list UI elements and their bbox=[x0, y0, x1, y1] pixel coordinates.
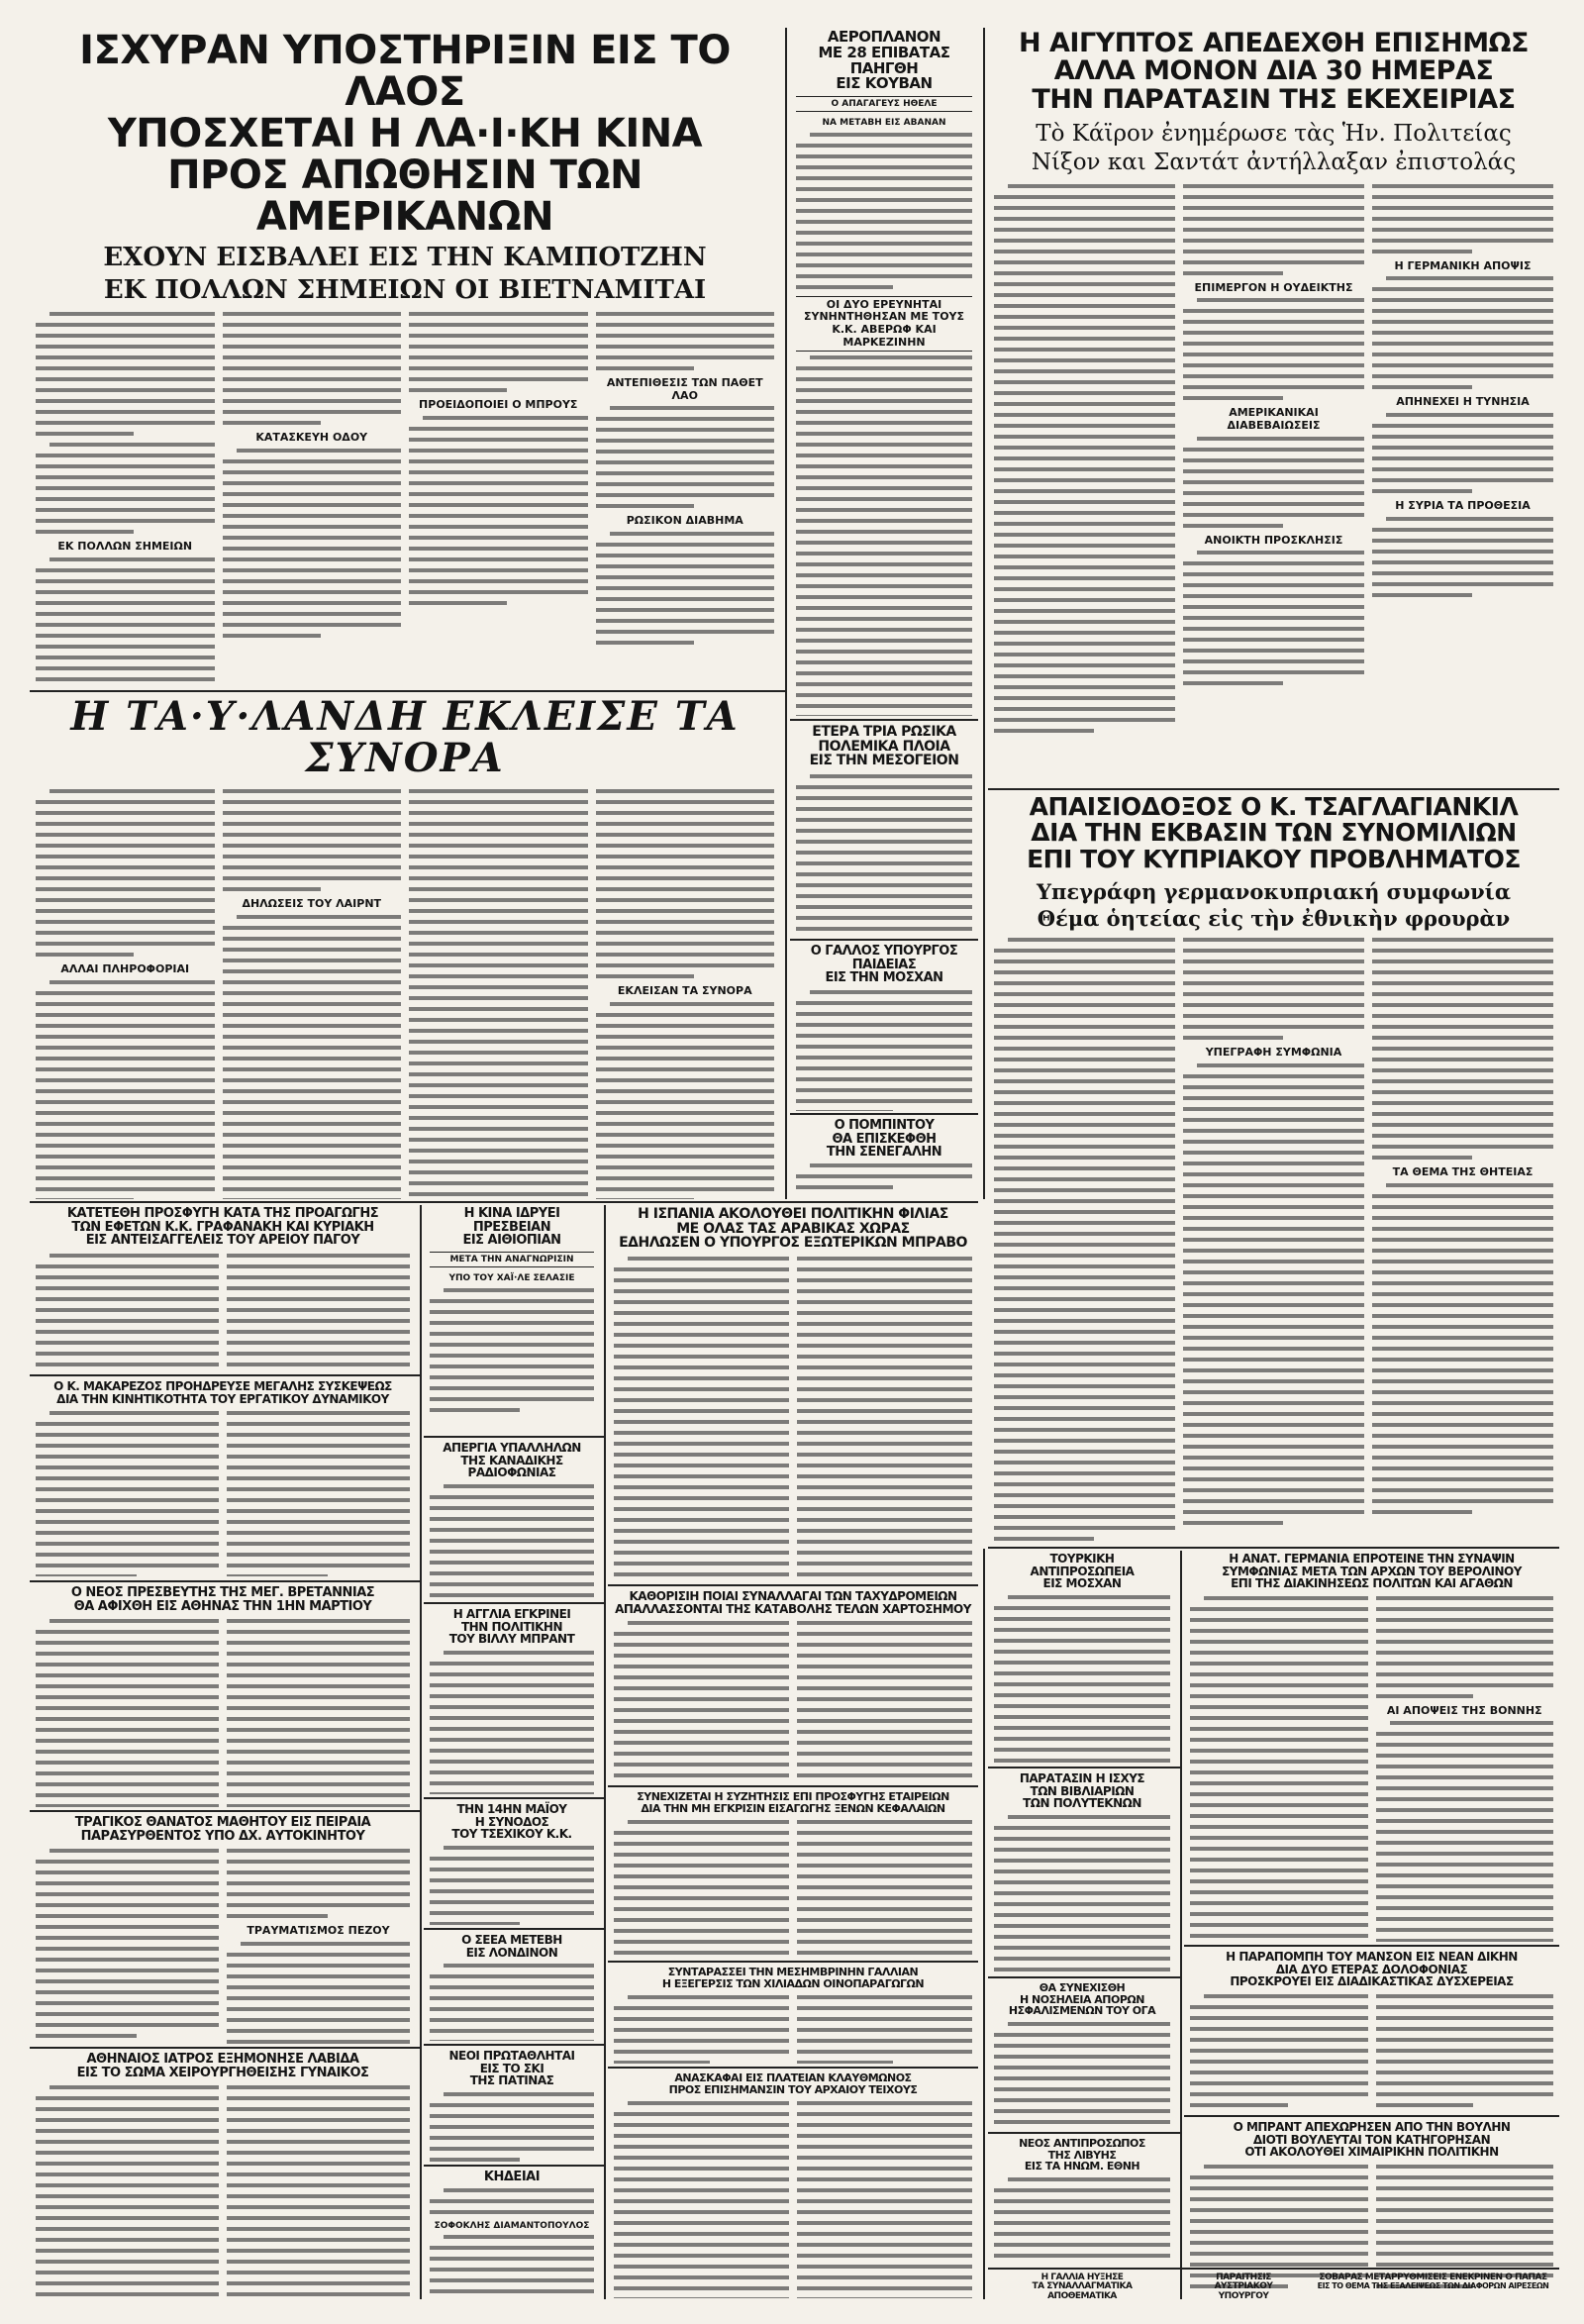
headline-line: ΠΑΗΓΘΗ bbox=[849, 58, 919, 77]
headline-line: ΑΠΑΛΛΑΣΣΟΝΤΑΙ ΤΗΣ ΚΑΤΑΒΟΛΗΣ ΤΕΛΩΝ ΧΑΡΤΟΣΗΜΟΥ bbox=[615, 1601, 971, 1616]
section-heading: ΔΗΛΩΣΕΙΣ ΤΟΥ ΛΑΙΡΝΤ bbox=[242, 897, 382, 910]
article-airplane-hijack bbox=[790, 28, 978, 716]
article-france-reserves bbox=[988, 2272, 1176, 2311]
headline-line: Η ΑΙΓΥΠΤΟΣ ΑΠΕΔΕΧΘΗ ΕΠΙΣΗΜΩΣ bbox=[1019, 28, 1529, 58]
headline-line: ΕΙΣ ΤΗΝ ΜΕΣΟΓΕΙΟΝ bbox=[809, 753, 959, 769]
headline-line: ΑΝΑΣΚΑΦΑΙ ΕΙΣ ΠΛΑΤΕΙΑΝ ΚΛΑΥΘΜΩΝΟΣ bbox=[674, 2071, 912, 2084]
headline-line: ΠΟΛΕΜΙΚΑ ΠΛΟΙΑ bbox=[818, 738, 950, 755]
section-heading: ΑΙ ΑΠΟΨΕΙΣ ΤΗΣ ΒΟΝΝΗΣ bbox=[1386, 1703, 1542, 1717]
headline-line: ΡΑΔΙΟΦΩΝΙΑΣ bbox=[467, 1465, 556, 1480]
headline-line: ΠΡΟΣ ΑΠΩΘΗΣΙΝ ΤΩΝ ΑΜΕΡΙΚΑΝΩΝ bbox=[167, 152, 643, 240]
subheadline: Νίξον και Σαντάτ ἀντήλλαξαν ἐπιστολάς bbox=[1031, 150, 1517, 176]
headline-line: ΕΙΣ ΤΟ ΣΚΙ bbox=[479, 2061, 544, 2075]
article-lead-china bbox=[30, 28, 780, 686]
headline-line: ΠΡΟΣ ΕΠΙΣΗΜΑΝΣΙΝ ΤΟΥ ΑΡΧΑΙΟΥ ΤΕΙΧΟΥΣ bbox=[668, 2082, 918, 2096]
section-heading: ΣΟΦΟΚΛΗΣ ΔΙΑΜΑΝΤΟΠΟΥΛΟΣ bbox=[434, 2220, 590, 2231]
headline-line: ΜΕ ΟΛΑΣ ΤΑΣ ΑΡΑΒΙΚΑΣ ΧΩΡΑΣ bbox=[676, 1220, 910, 1237]
kicker-bar: ΥΠΟ ΤΟΥ ΧΑΪ·ΛΕ ΣΕΛΑΣΙΕ bbox=[448, 1273, 575, 1284]
headline-line: ΑΛΛΑ ΜΟΝΟΝ ΔΙΑ 30 ΗΜΕΡΑΣ bbox=[1053, 55, 1494, 87]
section-heading: ΚΑΤΑΣΚΕΥΗ ΟΔΟΥ bbox=[255, 431, 368, 445]
headline-line: Ο ΜΠΡΑΝΤ ΑΠΕΧΩΡΗΣΕΝ ΑΠΟ ΤΗΝ ΒΟΥΛΗΝ bbox=[1233, 2120, 1511, 2134]
headline-line: ΘΑ ΑΦΙΧΘΗ ΕΙΣ ΑΘΗΝΑΣ ΤΗΝ 1ΗΝ ΜΑΡΤΙΟΥ bbox=[73, 1598, 372, 1614]
headline-line: ΤΗΝ 14ΗΝ ΜΑΪΟΥ bbox=[456, 1802, 567, 1816]
headline-line: ΤΡΑΓΙΚΟΣ ΘΑΝΑΤΟΣ ΜΑΘΗΤΟΥ ΕΙΣ ΠΕΙΡΑΙΑ bbox=[74, 1815, 371, 1830]
headline-line: ΕΙΣ ΤΗΝ ΜΟΣΧΑΝ bbox=[825, 970, 943, 986]
headline-line: ΣΟΒΑΡΑΣ ΜΕΤΑΡΡΥΘΜΙΣΕΙΣ ΕΝΕΚΡΙΝΕΝ Ο ΠΑΠΑΣ bbox=[1319, 2273, 1547, 2282]
article-makarezos-meeting bbox=[30, 1378, 416, 1576]
headline-line: Ο ΣΕΕΑ ΜΕΤΕΒΗ bbox=[461, 1933, 562, 1947]
headline-line: ΘΑ ΕΠΙΣΚΕΦΘΗ bbox=[832, 1131, 937, 1147]
headline-line: ΔΙΑ ΤΗΝ ΜΗ ΕΓΚΡΙΣΙΝ ΕΙΣΑΓΩΓΗΣ ΞΕΝΩΝ ΚΕΦΑΛΑΙΩΝ bbox=[641, 1801, 945, 1815]
article-cyprus-talks bbox=[988, 792, 1559, 1545]
headline-line: ΠΑΡΑΣΥΡΘΕΝΤΟΣ ΥΠΟ ΔΧ. ΑΥΤΟΚΙΝΗΤΟΥ bbox=[80, 1828, 365, 1844]
headline-line: ΤΗΣ ΛΙΒΥΗΣ bbox=[1047, 2148, 1117, 2162]
headline-line: ΑΠΑΙΣΙΟΔΟΞΟΣ Ο Κ. ΤΣΑΓΛΑΓΙΑΝΚΙΛ bbox=[1029, 792, 1519, 821]
headline-line: Ο Κ. ΜΑΚΑΡΕΖΟΣ ΠΡΟΗΔΡΕΥΣΕ ΜΕΓΑΛΗΣ ΣΥΣΚΕΨΕΩΣ bbox=[53, 1379, 392, 1393]
section-heading: ΕΠΙΜΕΡΓΟΝ Η ΟΥΔΕΙΚΤΗΣ bbox=[1194, 280, 1353, 294]
headline-line: ΤΩΝ ΕΦΕΤΩΝ Κ.Κ. ΓΡΑΦΑΝΑΚΗ ΚΑΙ ΚΥΡΙΑΚΗ bbox=[71, 1219, 374, 1235]
subheadline: Θέμα ὁητείας εἰς τὴν ἐθνικὴν φρουρὰν bbox=[1037, 905, 1511, 931]
subheadline: Υπεγράφη γερμανοκυπριακή συμφωνία bbox=[1036, 878, 1511, 904]
headline-line: ΔΙΑ ΤΗΝ ΕΚΒΑΣΙΝ ΤΩΝ ΣΥΝΟΜΙΛΙΩΝ bbox=[1031, 818, 1517, 848]
section-heading: ΕΚ ΠΟΛΛΩΝ ΣΗΜΕΙΩΝ bbox=[57, 540, 193, 554]
article-east-germany-berlin bbox=[1184, 1551, 1559, 1942]
article-egypt-ceasefire bbox=[988, 28, 1559, 785]
article-czech-congress bbox=[424, 1801, 600, 1925]
subheadline: Τὸ Κάϊρον ἐνημέρωσε τὰς Ἡν. Πολιτείας bbox=[1036, 121, 1512, 148]
headline-line: ΜΕ 28 ΕΠΙΒΑΤΑΣ bbox=[818, 43, 950, 61]
headline-line: ΑΝΤΙΠΡΟΣΩΠΕΙΑ bbox=[1030, 1564, 1135, 1578]
section-heading: ΤΡΑΥΜΑΤΙΣΜΟΣ ΠΕΖΟΥ bbox=[247, 1924, 390, 1938]
kicker-bar: ΝΑ ΜΕΤΑΒΗ ΕΙΣ ΑΒΑΝΑΝ bbox=[822, 118, 946, 129]
article-large-family-booklets bbox=[988, 1770, 1176, 1973]
kicker-bar: ΜΕΤΑ ΤΗΝ ΑΝΑΓΝΩΡΙΣΙΝ bbox=[430, 1252, 594, 1267]
article-court-appeal bbox=[30, 1205, 416, 1371]
headline-line: ΔΙΑ ΔΥΟ ΕΤΕΡΑΣ ΔΟΛΟΦΟΝΙΑΣ bbox=[1275, 1962, 1468, 1976]
headline-line: ΥΠΟΣΧΕΤΑΙ Η ΛΑ·Ι·ΚΗ ΚΙΝΑ bbox=[107, 111, 703, 156]
headline-line: ΑΠΟΘΕΜΑΤΙΚΑ bbox=[1047, 2290, 1117, 2301]
section-heading: ΤΑ ΘΕΜΑ ΤΗΣ ΘΗΤΕΙΑΣ bbox=[1392, 1164, 1534, 1178]
article-pope-reforms bbox=[1307, 2272, 1559, 2311]
headline-line: ΤΗΣ ΚΑΝΑΔΙΚΗΣ bbox=[460, 1453, 563, 1467]
article-british-ambassador bbox=[30, 1584, 416, 1807]
headline-line: ΕΙΣ ΤΑ ΗΝΩΜ. ΕΘΝΗ bbox=[1024, 2160, 1140, 2173]
headline-line: ΕΙΣ ΜΟΣΧΑΝ bbox=[1042, 1576, 1122, 1591]
headline-line: ΕΙΣ ΛΟΝΔΙΝΟΝ bbox=[465, 1945, 558, 1960]
headline-line: ΚΑΘΟΡΙΣΙΗ ΠΟΙΑΙ ΣΥΝΑΛΛΑΓΑΙ ΤΩΝ ΤΑΧΥΔΡΟΜΕΙΩΝ bbox=[629, 1589, 957, 1603]
headline-line: Η ΠΑΡΑΠΟΜΠΗ ΤΟΥ ΜΑΝΣΟΝ ΕΙΣ ΝΕΑΝ ΔΙΚΗΝ bbox=[1226, 1950, 1518, 1964]
headline-line: ΤΑ ΣΥΝΑΛΛΑΓΜΑΤΙΚΑ bbox=[1032, 2281, 1133, 2292]
article-doctor-forceps bbox=[30, 2051, 416, 2298]
headline-line: ΤΗΝ ΠΑΡΑΤΑΣΙΝ ΤΗΣ ΕΚΕΧΕΙΡΙΑΣ bbox=[1032, 83, 1516, 115]
headline-line: ΝΕΟΙ ΠΡΩΤΑΘΛΗΤΑΙ bbox=[448, 2049, 575, 2063]
headline-line: ΑΠΕΡΓΙΑ ΥΠΑΛΛΗΛΩΝ bbox=[443, 1441, 581, 1455]
headline-line: ΕΙΣ ΤΟ ΣΩΜΑ ΧΕΙΡΟΥΡΓΗΘΕΙΣΗΣ ΓΥΝΑΙΚΟΣ bbox=[76, 2065, 369, 2080]
section-heading: ΟΙ ΔΥΟ ΕΡΕΥΝΗΤΑΙ ΣΥΝΗΝΤΗΘΗΣΑΝ ΜΕ ΤΟΥΣ Κ.Κ. ΑΒΕΡΩΦ ΚΑΙ ΜΑΡΚΕΖΙΝΗΝ bbox=[796, 296, 972, 353]
article-china-ethiopia bbox=[424, 1205, 600, 1433]
subheadline: ΕΧΟΥΝ ΕΙΣΒΑΛΕΙ ΕΙΣ ΤΗΝ ΚΑΜΠΟΤΖΗΝ bbox=[103, 243, 707, 272]
headline-line: ΤΗΣ ΠΑΤΙΝΑΣ bbox=[469, 2073, 554, 2088]
section-heading: ΑΠΗΝΕΧΕΙ Η ΤΥΝΗΣΙΑ bbox=[1396, 395, 1530, 409]
headline-line: ΑΕΡΟΠΛΑΝΟΝ bbox=[827, 28, 941, 46]
headline-line: Η ΓΑΛΛΙΑ ΗΥΞΗΣΕ bbox=[1040, 2273, 1124, 2282]
section-heading: ΑΛΛΑΙ ΠΛΗΡΟΦΟΡΙΑΙ bbox=[60, 962, 190, 975]
headline-line: ΤΩΝ ΒΙΒΛΙΑΡΙΩΝ bbox=[1030, 1783, 1135, 1798]
headline-line: ΚΗΔΕΙΑΙ bbox=[483, 2170, 541, 2184]
article-manson-trial bbox=[1184, 1949, 1559, 2112]
headline-line: ΕΙΣ ΚΟΥΒΑΝ bbox=[836, 74, 933, 93]
headline-line: ΘΑ ΣΥΝΕΧΙΣΘΗ bbox=[1039, 1981, 1126, 1994]
article-funerals bbox=[424, 2169, 600, 2299]
article-foreign-capital bbox=[608, 1789, 978, 1958]
headline-line: Ο ΓΑΛΛΟΣ ΥΠΟΥΡΓΟΣ bbox=[810, 944, 958, 959]
headline-line: ΝΕΟΣ ΑΝΤΙΠΡΟΣΩΠΟΣ bbox=[1019, 2137, 1145, 2150]
headline-line: ΠΑΡΑΤΑΣΙΝ Η ΙΣΧΥΣ bbox=[1019, 1771, 1145, 1785]
headline-line: Ο ΝΕΟΣ ΠΡΕΣΒΕΥΤΗΣ ΤΗΣ ΜΕΓ. ΒΡΕΤΑΝΝΙΑΣ bbox=[70, 1585, 375, 1600]
section-heading: ΥΠΕΓΡΑΦΗ ΣΥΜΦΩΝΙΑ bbox=[1205, 1045, 1342, 1059]
article-pupil-death bbox=[30, 1814, 416, 2044]
headline-line: ΤΩΝ ΠΟΛΥΤΕΚΝΩΝ bbox=[1023, 1796, 1141, 1811]
headline-line: ΤΗΝ ΠΟΛΙΤΙΚΗΝ bbox=[461, 1619, 562, 1634]
headline-line: ΔΙΑ ΤΗΝ ΚΙΝΗΤΙΚΟΤΗΤΑ ΤΟΥ ΕΡΓΑΤΙΚΟΥ ΔΥΝΑΜΙΚΟΥ bbox=[56, 1391, 389, 1406]
headline-line: ΣΥΝΤΑΡΑΣΣΕΙ ΤΗΝ ΜΕΣΗΜΒΡΙΝΗΝ ΓΑΛΛΙΑΝ bbox=[667, 1966, 919, 1978]
headline-line: Η ΤΑ·Υ·ΛΑΝΔΗ ΕΚΛΕΙΣΕ ΤΑ ΣΥΝΟΡΑ bbox=[70, 694, 740, 781]
headline-line: ΑΘΗΝΑΙΟΣ ΙΑΤΡΟΣ ΕΞΗΜΟΝΗΣΕ ΛΑΒΙΔΑ bbox=[86, 2052, 359, 2067]
headline-line: ΣΥΜΦΩΝΙΑΣ ΜΕΤΑ ΤΩΝ ΑΡΧΩΝ ΤΟΥ ΒΕΡΟΛΙΝΟΥ bbox=[1222, 1564, 1522, 1578]
headline-line: Η ΝΟΣΗΛΕΙΑ ΑΠΟΡΩΝ bbox=[1020, 1992, 1144, 2006]
headline-line: Ο ΠΟΜΠΙΝΤΟΥ bbox=[834, 1118, 935, 1133]
section-heading: ΑΜΕΡΙΚΑΝΙΚΑΙ ΔΙΑΒΕΒΑΙΩΣΕΙΣ bbox=[1227, 406, 1321, 432]
section-heading: ΑΝΟΙΚΤΗ ΠΡΟΣΚΛΗΣΙΣ bbox=[1204, 533, 1343, 547]
headline-line: ΤΟΥΡΚΙΚΗ bbox=[1049, 1552, 1115, 1566]
headline-line: ΗΣΦΑΛΙΣΜΕΝΩΝ ΤΟΥ ΟΓΑ bbox=[1008, 2004, 1156, 2018]
headline-line: Η ΑΝΑΤ. ΓΕΡΜΑΝΙΑ ΕΠΡΟΤΕΙΝΕ ΤΗΝ ΣΥΝΑΨΙΝ bbox=[1229, 1552, 1515, 1566]
headline-line: ΣΥΝΕΧΙΖΕΤΑΙ Η ΣΥΖΗΤΗΣΙΣ ΕΠΙ ΠΡΟΣΦΥΓΗΣ ΕΤΑΙΡΕΙΩΝ bbox=[637, 1790, 949, 1803]
section-heading: ΑΝΤΕΠΙΘΕΣΙΣ ΤΩΝ ΠΑΘΕΤ ΛΑΟ bbox=[606, 376, 763, 402]
headline-line: ΑΥΣΤΡΙΑΚΟΥ ΥΠΟΥΡΓΟΥ bbox=[1214, 2281, 1273, 2301]
headline-line: ΕΠΙ ΤΗΣ ΔΙΑΚΙΝΗΣΕΩΣ ΠΟΛΙΤΩΝ ΚΑΙ ΑΓΑΘΩΝ bbox=[1231, 1576, 1513, 1591]
article-spain-arab bbox=[608, 1205, 978, 1581]
headline-line: Η ΙΣΠΑΝΙΑ ΑΚΟΛΟΥΘΕΙ ΠΟΛΙΤΙΚΗΝ ΦΙΛΙΑΣ bbox=[638, 1206, 948, 1222]
article-skating-champions bbox=[424, 2048, 600, 2162]
article-england-brandt bbox=[424, 1606, 600, 1794]
section-heading: ΡΩΣΙΚΟΝ ΔΙΑΒΗΜΑ bbox=[626, 514, 743, 528]
article-french-minister-moscow bbox=[790, 943, 978, 1111]
section-heading: Η ΣΥΡΙΑ ΤΑ ΠΡΟΘΕΣΙΑ bbox=[1395, 498, 1531, 512]
section-heading: Η ΓΕΡΜΑΝΙΚΗ ΑΠΟΨΙΣ bbox=[1394, 258, 1532, 272]
article-postal-stamp-duty bbox=[608, 1588, 978, 1782]
headline-line: ΙΣΧΥΡΑΝ ΥΠΟΣΤΗΡΙΞΙΝ ΕΙΣ ΤΟ ΛΑΟΣ bbox=[79, 28, 731, 115]
headline-line: Η ΑΓΓΛΙΑ ΕΓΚΡΙΝΕΙ bbox=[452, 1607, 571, 1621]
article-libya-un-representative bbox=[988, 2136, 1176, 2265]
article-austrian-minister-resigns bbox=[1184, 2272, 1303, 2311]
headline-line: ΚΑΤΕΤΕΘΗ ΠΡΟΣΦΥΓΗ ΚΑΤΑ ΤΗΣ ΠΡΟΑΓΩΓΗΣ bbox=[66, 1206, 379, 1221]
article-thailand-borders bbox=[30, 694, 780, 1199]
article-wine-growers bbox=[608, 1965, 978, 2064]
headline-line: ΕΙΣ ΑΝΤΕΙΣΑΓΓΕΛΕΙΣ ΤΟΥ ΑΡΕΙΟΥ ΠΑΓΟΥ bbox=[85, 1233, 360, 1249]
headline-line: ΤΗΝ ΣΕΝΕΓΑΛΗΝ bbox=[826, 1145, 942, 1161]
headline-line: ΤΟΥ ΤΣΕΧΙΚΟΥ Κ.Κ. bbox=[451, 1827, 572, 1842]
headline-line: ΠΑΙΔΕΙΑΣ bbox=[851, 957, 917, 972]
section-heading: ΕΚΛΕΙΣΑΝ ΤΑ ΣΥΝΟΡΑ bbox=[617, 984, 752, 997]
headline-line: ΠΡΟΣΚΡΟΥΕΙ ΕΙΣ ΔΙΑΔΙΚΑΣΤΙΚΑΣ ΔΥΣΧΕΡΕΙΑΣ bbox=[1230, 1974, 1514, 1989]
headline-line: ΕΔΗΛΩΣΕΝ Ο ΥΠΟΥΡΓΟΣ ΕΞΩΤΕΡΙΚΩΝ ΜΠΡΑΒΟ bbox=[619, 1235, 967, 1252]
headline-line: ΠΑΡΑΙΤΗΣΙΣ bbox=[1216, 2273, 1271, 2282]
headline-line: Η ΕΞΕΓΕΡΣΙΣ ΤΩΝ ΧΙΛΙΑΔΩΝ ΟΙΝΟΠΑΡΑΓΩΓΩΝ bbox=[661, 1976, 925, 1990]
headline-line: Η ΚΙΝΑ ΙΔΡΥΕΙ bbox=[463, 1206, 560, 1221]
headline-line: ΤΟΥ ΒΙΛΛΥ ΜΠΡΑΝΤ bbox=[448, 1632, 575, 1647]
article-pompidou-senegal bbox=[790, 1117, 978, 1198]
subheadline: ΕΚ ΠΟΛΛΩΝ ΣΗΜΕΙΩΝ ΟΙ ΒΙΕΤΝΑΜΙΤΑΙ bbox=[103, 274, 707, 305]
article-turkish-delegation bbox=[988, 1551, 1176, 1764]
article-russian-warships bbox=[790, 723, 978, 936]
article-canada-radio-strike bbox=[424, 1440, 600, 1598]
article-oga-hospitalization bbox=[988, 1980, 1176, 2129]
article-seea-london bbox=[424, 1932, 600, 2041]
article-wailing-wall-excavation bbox=[608, 2071, 978, 2298]
headline-line: Η ΣΥΝΟΔΟΣ bbox=[474, 1814, 549, 1829]
headline-line: ΟΤΙ ΑΚΟΛΟΥΘΕΙ ΧΙΜΑΙΡΙΚΗΝ ΠΟΛΙΤΙΚΗΝ bbox=[1244, 2145, 1499, 2160]
headline-line: ΕΠΙ ΤΟΥ ΚΥΠΡΙΑΚΟΥ ΠΡΟΒΛΗΜΑΤΟΣ bbox=[1027, 844, 1521, 873]
headline-line: ΔΙΟΤΙ ΒΟΥΛΕΥΤΑΙ ΤΟΝ ΚΑΤΗΓΟΡΗΣΑΝ bbox=[1252, 2132, 1491, 2147]
headline-line: ΕΙΣ ΤΟ ΘΕΜΑ ΤΗΣ ΕΞΑΛΕΙΨΕΩΣ ΤΩΝ ΔΙΑΦΟΡΩΝ ΑΙΡΕΣΕΩΝ bbox=[1317, 2281, 1549, 2291]
headline-line: ΕΤΕΡΑ ΤΡΙΑ ΡΩΣΙΚΑ bbox=[812, 724, 956, 740]
section-heading: ΠΡΟΕΙΔΟΠΟΙΕΙ Ο ΜΠΡΟΥΣ bbox=[419, 398, 578, 412]
headline-line: ΠΡΕΣΒΕΙΑΝ bbox=[472, 1219, 551, 1235]
headline-line: ΕΙΣ ΑΙΘΙΟΠΙΑΝ bbox=[462, 1233, 561, 1249]
kicker-bar: Ο ΑΠΑΓΑΓΕΥΣ ΗΘΕΛΕ bbox=[796, 96, 972, 112]
